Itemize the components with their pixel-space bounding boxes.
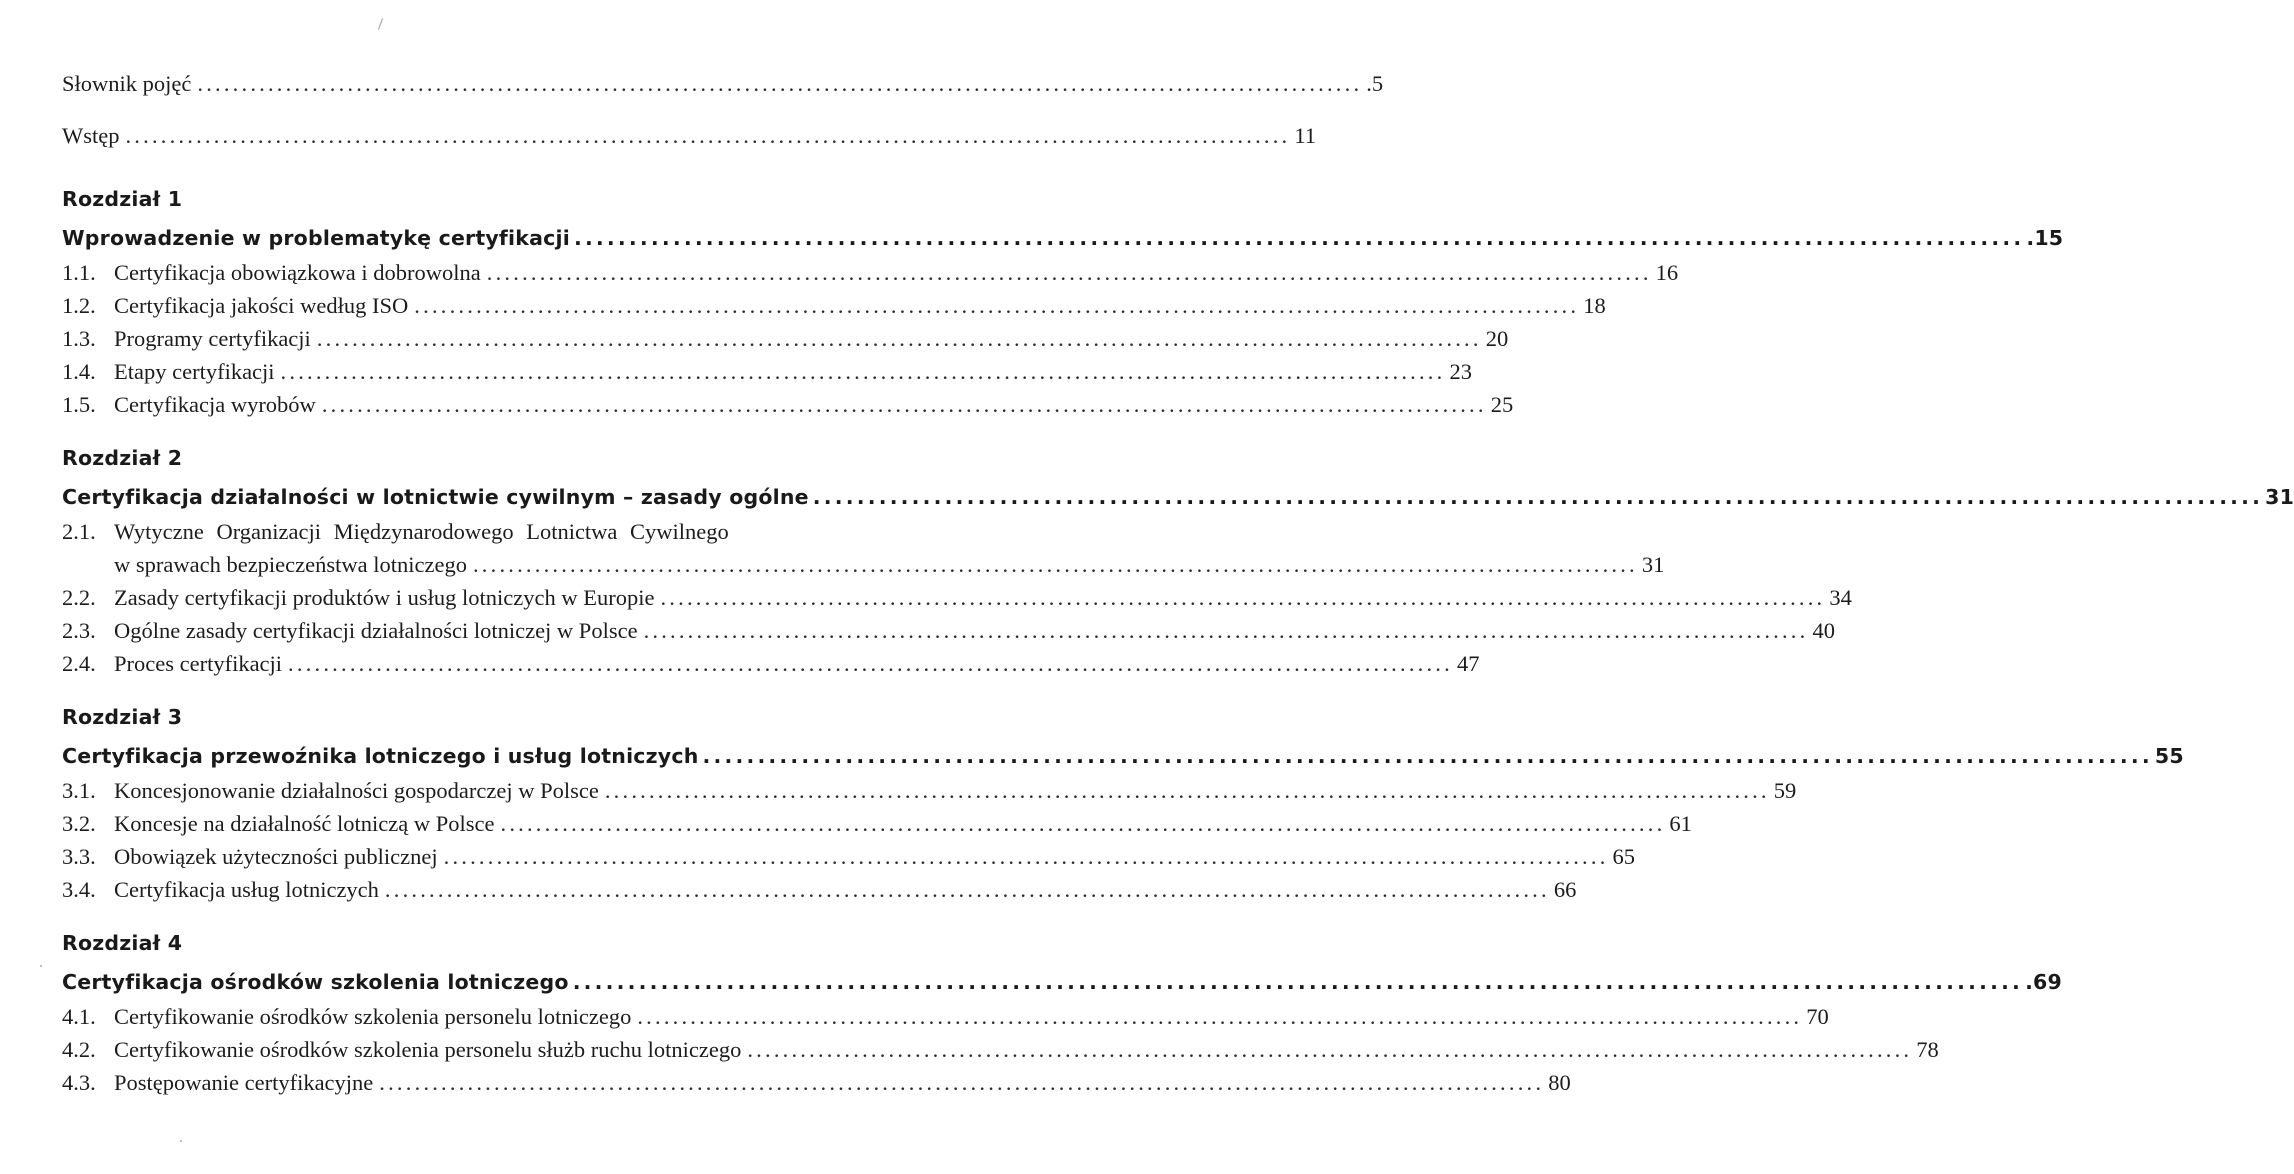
toc-entry-label: Programy certyfikacji (114, 326, 311, 351)
toc-entry-number: 1.3. (62, 326, 96, 351)
toc-entry-number: 2.3. (62, 618, 96, 643)
chapter-title-entry[interactable] (62, 220, 2064, 256)
toc-entry-page: 61 (1669, 811, 1692, 836)
toc-entry-label: Wstęp (62, 123, 120, 148)
toc-entry-label: Etapy certyfikacji (114, 359, 275, 384)
chapter-title: Wprowadzenie w problematykę certyfikacji (62, 226, 570, 250)
chapter-title-entry[interactable] (62, 964, 2062, 1000)
toc-entry[interactable] (62, 647, 1480, 680)
leader-dots: .................................................................................................................................... (321, 392, 1487, 417)
leader-dots: .................................................................................................................................... (637, 1004, 1803, 1029)
chapter-page: .15 (2026, 226, 2064, 250)
leader-dots: .................................................................................................................................... (414, 293, 1580, 318)
leader-dots: .................................................................................................................................... (288, 651, 1453, 676)
leader-dots: .................................................................................................................................... (197, 71, 1363, 96)
table-of-contents (62, 58, 2294, 1099)
toc-entry-label: Proces certyfikacji (114, 651, 283, 676)
chapter-label: Rozdział 3 (62, 705, 183, 729)
toc-entry-page: 23 (1449, 359, 1472, 384)
scan-speck (40, 965, 42, 967)
toc-entry-page: 18 (1583, 293, 1606, 318)
toc-entry-label: Koncesjonowanie działalności gospodarczej w Polsce (114, 778, 599, 803)
toc-entry-label: Certyfikowanie ośrodków szkolenia personelu służb ruchu lotniczego (114, 1037, 742, 1062)
toc-entry-page: 80 (1548, 1070, 1571, 1095)
toc-entry-label: w sprawach bezpieczeństwa lotniczego (114, 552, 467, 577)
leader-dots: .................................................................................................................................... (280, 359, 1446, 384)
toc-entry-label: Certyfikowanie ośrodków szkolenia personelu lotniczego (114, 1004, 632, 1029)
toc-entry-page: 20 (1485, 326, 1509, 351)
toc-entry[interactable] (62, 614, 1835, 647)
toc-entry-label: Ogólne zasady certyfikacji działalności lotniczej w Polsce (114, 618, 638, 643)
toc-entry[interactable] (62, 388, 1514, 421)
toc-entry-number: 3.1. (62, 778, 96, 803)
toc-entry[interactable] (62, 1066, 1571, 1099)
toc-entry-page: 78 (1916, 1037, 1939, 1062)
chapter-title: Certyfikacja ośrodków szkolenia lotniczego (62, 970, 569, 994)
toc-entry-number: 4.2. (62, 1037, 96, 1062)
toc-entry[interactable] (62, 840, 1636, 873)
toc-entry-label: Certyfikacja jakości według ISO (114, 293, 409, 318)
toc-entry-number: 3.2. (62, 811, 96, 836)
leader-dots: .................................................................................................................................... (747, 1037, 1913, 1062)
toc-entry-number: 3.4. (62, 877, 96, 902)
toc-entry-page: 34 (1829, 585, 1852, 610)
toc-entry-label: Koncesje na działalność lotniczą w Polsce (114, 811, 495, 836)
leader-dots: .................................................................................................................................... (702, 744, 2153, 768)
scan-mark (378, 18, 383, 30)
toc-entry[interactable] (62, 1000, 1829, 1033)
toc-entry[interactable] (62, 807, 1692, 840)
chapter-title-entry[interactable] (62, 738, 2184, 774)
toc-entry[interactable] (62, 774, 1797, 807)
toc-entry[interactable] (62, 256, 1679, 289)
toc-entry-number: 2.4. (62, 651, 96, 676)
toc-entry[interactable] (62, 873, 1577, 906)
toc-entry-page: 25 (1490, 392, 1514, 417)
leader-dots: .................................................................................................................................... (643, 618, 1809, 643)
leader-dots: .................................................................................................................................... (379, 1070, 1545, 1095)
toc-entry[interactable] (62, 289, 1606, 322)
toc-entry-label: Obowiązek użyteczności publicznej (114, 844, 438, 869)
toc-entry-label: Certyfikacja usług lotniczych (114, 877, 379, 902)
chapter-label: Rozdział 2 (62, 446, 183, 470)
toc-entry-page: 16 (1655, 260, 1679, 285)
toc-entry-number: 1.5. (62, 392, 96, 417)
chapter-label: Rozdział 1 (62, 187, 183, 211)
leader-dots: .................................................................................................................................... (573, 226, 2025, 250)
leader-dots: .................................................................................................................................... (604, 778, 1770, 803)
leader-dots: .................................................................................................................................... (125, 123, 1291, 148)
chapter-page: 31 (2265, 485, 2294, 509)
toc-entry-number: 4.3. (62, 1070, 96, 1095)
toc-entry-page: 65 (1612, 844, 1636, 869)
chapter-title: Certyfikacja przewoźnika lotniczego i usług lotniczych (62, 744, 699, 768)
toc-entry-label: Certyfikacja obowiązkowa i dobrowolna (114, 260, 481, 285)
toc-entry-label: Słownik pojęć (62, 71, 192, 96)
toc-entry-label: Zasady certyfikacji produktów i usług lotniczych w Europie (114, 585, 655, 610)
leader-dots: .................................................................................................................................... (443, 844, 1609, 869)
toc-entry-page: 66 (1553, 877, 1577, 902)
toc-entry-first-line[interactable] (62, 515, 936, 548)
toc-entry-number: 4.1. (62, 1004, 96, 1029)
toc-entry-label: Wytyczne Organizacji Międzynarodowego Lotnictwa Cywilnego (114, 519, 729, 544)
leader-dots: .................................................................................................................................... (472, 552, 1638, 577)
leader-dots: .................................................................................................................................... (812, 485, 2264, 509)
toc-entry-number: 3.3. (62, 844, 96, 869)
toc-entry-page: 70 (1806, 1004, 1829, 1029)
toc-entry[interactable] (62, 581, 1852, 614)
toc-entry-page: 11 (1294, 123, 1317, 148)
toc-entry-label: Certyfikacja wyrobów (114, 392, 316, 417)
toc-entry-number: 1.4. (62, 359, 96, 384)
chapter-page: 55 (2154, 744, 2184, 768)
toc-entry-page: 59 (1773, 778, 1797, 803)
toc-entry-number: 1.1. (62, 260, 96, 285)
leader-dots: .................................................................................................................................... (384, 877, 1550, 902)
toc-entry-number: 1.2. (62, 293, 96, 318)
leader-dots: .................................................................................................................................... (486, 260, 1652, 285)
toc-entry[interactable] (62, 1033, 1939, 1066)
scan-speck (180, 1140, 182, 1142)
toc-entry[interactable] (62, 355, 1472, 388)
toc-entry-number: 2.2. (62, 585, 96, 610)
toc-entry[interactable] (62, 322, 1509, 355)
toc-entry-introduction[interactable] (62, 110, 1317, 162)
chapter-page: .69 (2025, 970, 2062, 994)
chapter-title: Certyfikacja działalności w lotnictwie cywilnym – zasady ogólne (62, 485, 809, 509)
toc-entry-continuation[interactable] (62, 548, 1665, 581)
toc-entry-page: 47 (1456, 651, 1480, 676)
toc-entry-number: 2.1. (62, 519, 96, 544)
leader-dots: .................................................................................................................................... (572, 970, 2024, 994)
chapter-title-entry[interactable] (62, 479, 2294, 515)
toc-entry-page: 31 (1641, 552, 1665, 577)
toc-entry-label: Postępowanie certyfikacyjne (114, 1070, 374, 1095)
leader-dots: .................................................................................................................................... (660, 585, 1826, 610)
leader-dots: .................................................................................................................................... (316, 326, 1482, 351)
chapter-label: Rozdział 4 (62, 931, 183, 955)
toc-entry-page: 40 (1812, 618, 1835, 643)
toc-entry-page: .5 (1366, 71, 1384, 96)
toc-entry-glossary[interactable] (62, 58, 1384, 110)
leader-dots: .................................................................................................................................... (500, 811, 1666, 836)
